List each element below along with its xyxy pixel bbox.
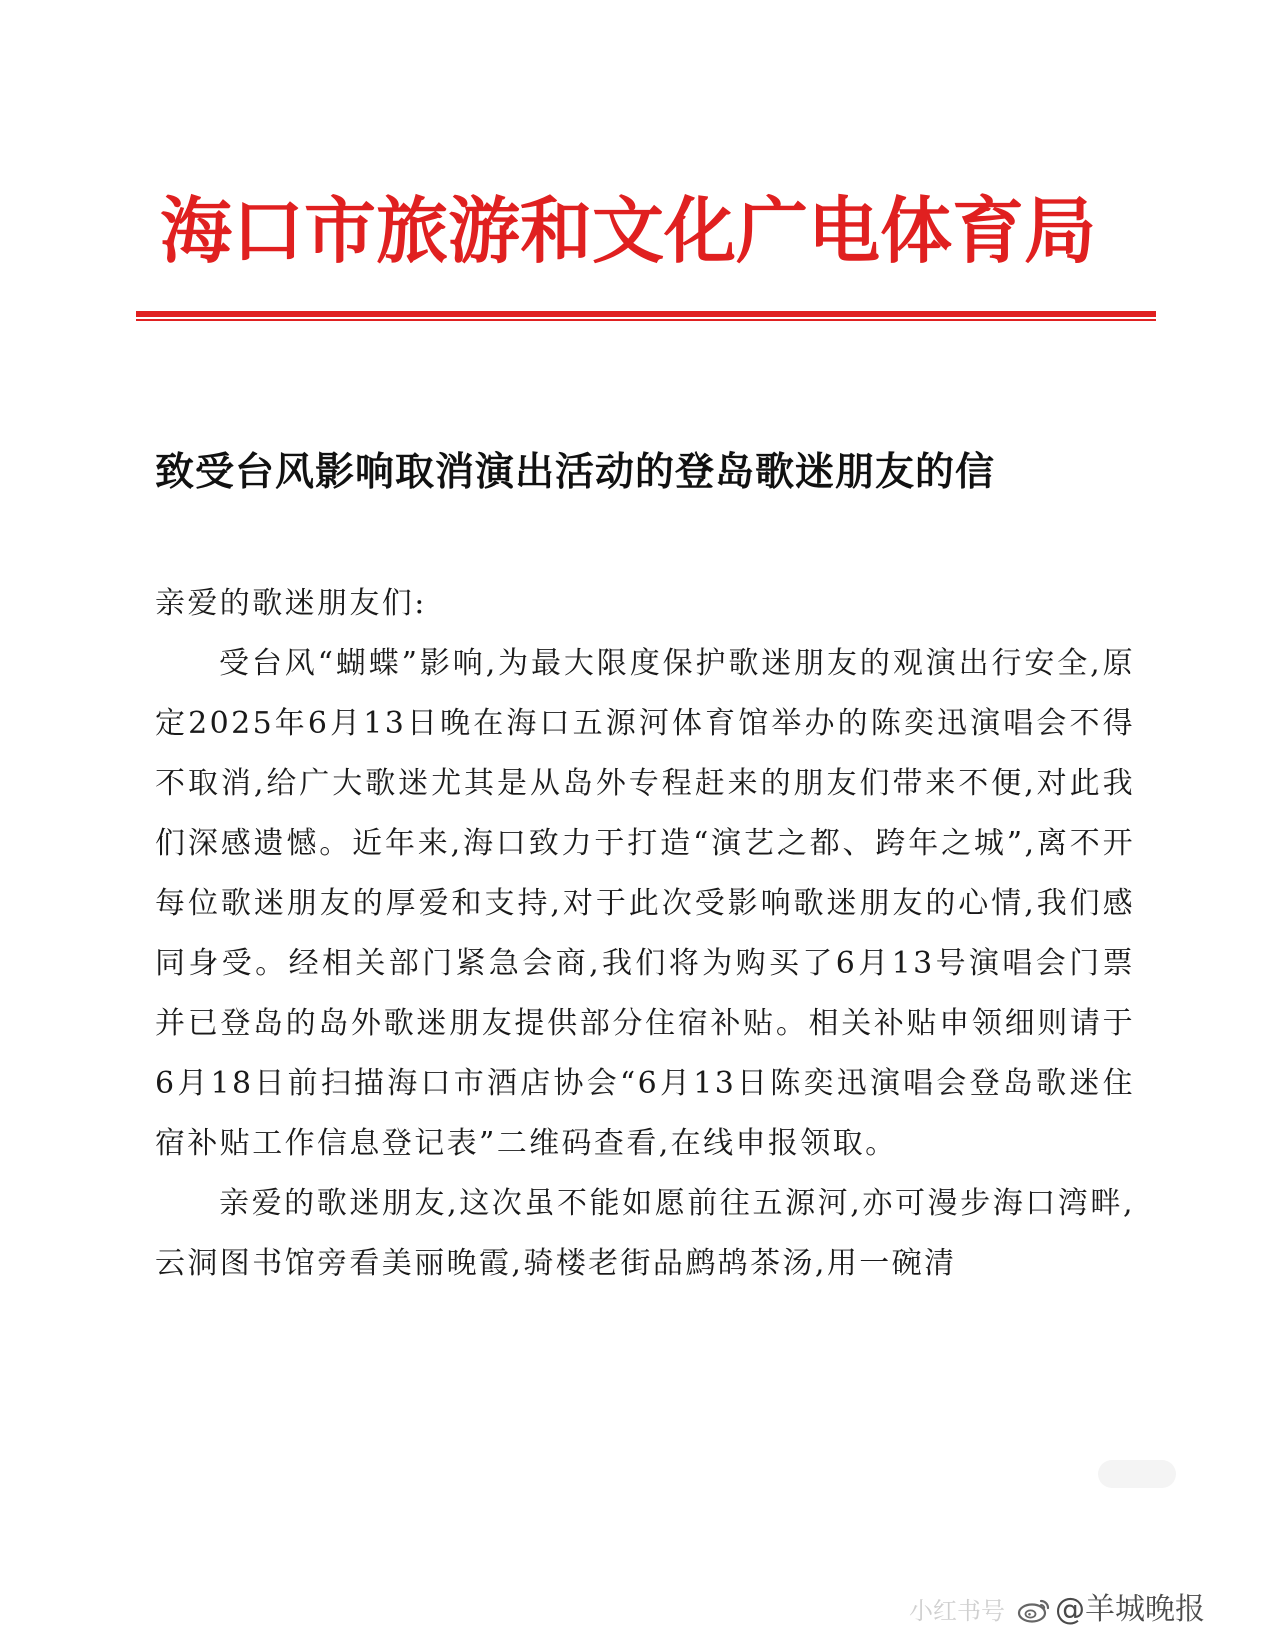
platform-watermark: 小红书号 xyxy=(909,1597,1005,1625)
letterhead-divider-thick xyxy=(136,311,1156,317)
letterhead-divider-thin xyxy=(136,319,1156,321)
source-watermark xyxy=(909,1592,1205,1629)
letterhead-organization: 海口市旅游和文化广电体育局 xyxy=(159,188,1096,273)
faded-badge xyxy=(1098,1460,1176,1488)
watermark-handle: @羊城晚报 xyxy=(1055,1592,1205,1627)
weibo-icon xyxy=(1017,1597,1051,1623)
salutation: 亲爱的歌迷朋友们: xyxy=(155,586,427,621)
document-body xyxy=(155,574,1135,1294)
paragraph: 受台风“蝴蝶”影响,为最大限度保护歌迷朋友的观演出行安全,原定2025年6月13日晚在海口五源河体育馆举办的陈奕迅演唱会不得不取消,给广大歌迷尤其是从岛外专程赶来的朋友们带来不便,对此我们深感遗憾。近年来,海口致力于打造“演艺之都、跨年之城”,离不开每位歌迷朋友的厚爱和支持,对于此次受影响歌迷朋友的心情,我们感同身受。经相关部门紧急会商,我们将为购买了6月13号演唱会门票并已登岛的岛外歌迷朋友提供部分住宿补贴。相关补贴申领细则请于6月18日前扫描海口市酒店协会“6月13日陈奕迅演唱会登岛歌迷住宿补贴工作信息登记表”二维码查看,在线申报领取。 xyxy=(155,646,1135,1161)
paragraph: 亲爱的歌迷朋友,这次虽不能如愿前往五源河,亦可漫步海口湾畔,云洞图书馆旁看美丽晚霞,骑楼老街品鹧鸪茶汤,用一碗清 xyxy=(155,1186,1135,1281)
document-title: 致受台风影响取消演出活动的登岛歌迷朋友的信 xyxy=(155,450,996,495)
